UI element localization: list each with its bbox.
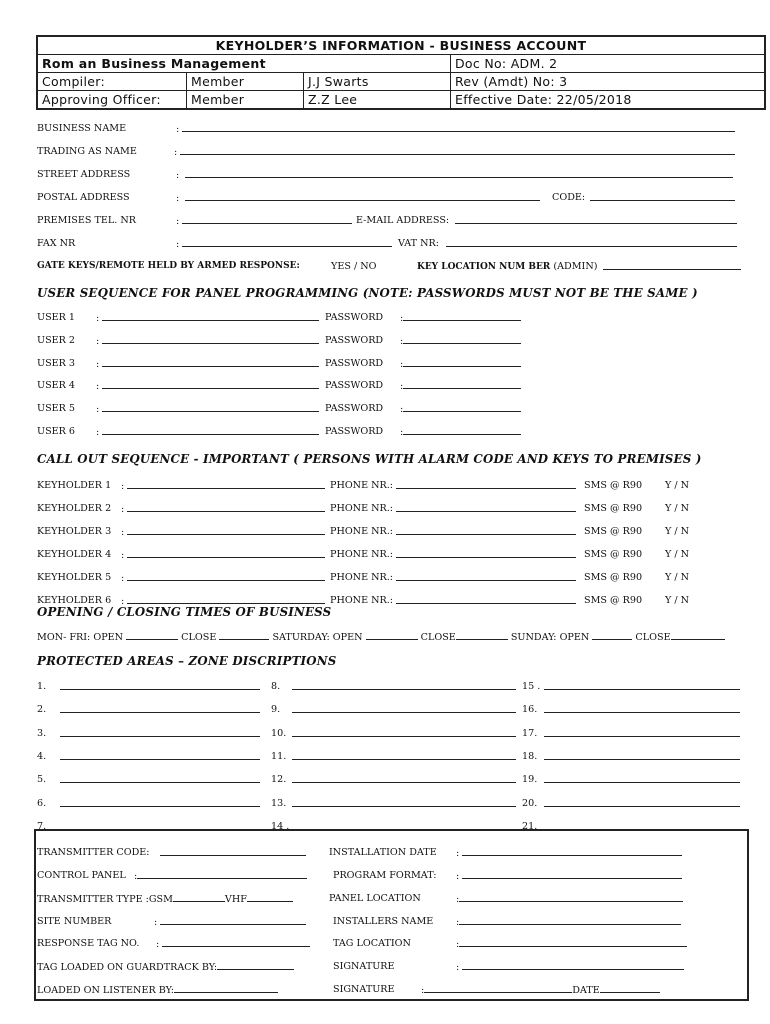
zone-number: 18. bbox=[522, 750, 538, 762]
password-field[interactable]: : bbox=[400, 380, 521, 392]
phone-label: PHONE NR.: bbox=[330, 549, 394, 560]
company-name: Rom an Business Management bbox=[37, 55, 451, 73]
revision-number: Rev (Amdt) No: 3 bbox=[451, 73, 766, 91]
keyholder-label: KEYHOLDER 4 bbox=[37, 549, 112, 560]
saturday-open-label: SATURDAY: OPEN bbox=[272, 632, 363, 643]
response-tag-label: RESPONSE TAG NO. bbox=[37, 938, 140, 949]
zone-number: 5. bbox=[37, 774, 47, 786]
zone-number: 7. bbox=[37, 820, 47, 832]
password-field[interactable]: : bbox=[400, 312, 521, 324]
transmitter-code-field[interactable] bbox=[160, 847, 306, 859]
sms-yes-no[interactable]: Y / N bbox=[665, 572, 690, 583]
signature-field-1[interactable]: : bbox=[456, 961, 684, 973]
zone-description-field[interactable] bbox=[60, 751, 260, 763]
tag-loaded-field[interactable] bbox=[217, 961, 294, 970]
zone-description-field[interactable] bbox=[544, 704, 740, 716]
street-address-label: STREET ADDRESS bbox=[37, 169, 131, 180]
phone-field[interactable] bbox=[396, 595, 576, 607]
password-label: PASSWORD bbox=[325, 357, 384, 369]
user-name-field[interactable]: : bbox=[96, 312, 319, 324]
zone-description-field[interactable] bbox=[292, 728, 516, 740]
email-label: E-MAIL ADDRESS: bbox=[356, 215, 450, 226]
phone-field[interactable] bbox=[396, 503, 576, 515]
zone-number: 8. bbox=[271, 681, 281, 692]
keyholder-name-field[interactable]: : bbox=[121, 526, 325, 538]
document-header-table bbox=[36, 35, 766, 110]
monfri-close-field[interactable] bbox=[219, 631, 269, 640]
sms-label: SMS @ R90 bbox=[584, 572, 643, 583]
tag-loaded-row bbox=[37, 961, 294, 973]
zone-number: 4. bbox=[37, 750, 47, 762]
effective-date: Effective Date: 22/05/2018 bbox=[451, 91, 766, 110]
zone-description-field[interactable] bbox=[544, 681, 740, 693]
compiler-name: J.J Swarts bbox=[304, 73, 451, 91]
phone-label: PHONE NR.: bbox=[330, 526, 394, 537]
gate-keys-options[interactable]: YES / NO bbox=[331, 261, 377, 272]
monfri-open-field[interactable] bbox=[126, 631, 178, 640]
transmitter-code-label: TRANSMITTER CODE: bbox=[37, 847, 150, 858]
sunday-open-label: SUNDAY: OPEN bbox=[510, 632, 590, 643]
vhf-field[interactable] bbox=[247, 893, 293, 902]
callout-sequence-heading: CALL OUT SEQUENCE - IMPORTANT ( PERSONS WITH ALARM CODE AND KEYS TO PREMISES ) bbox=[37, 452, 702, 466]
postal-code-field[interactable] bbox=[590, 192, 735, 204]
tag-loaded-label: TAG LOADED ON GUARDTRACK BY: bbox=[37, 962, 218, 973]
zone-number: 20. bbox=[522, 797, 538, 809]
user-label: USER 5 bbox=[37, 403, 76, 415]
user-label: USER 2 bbox=[37, 334, 76, 346]
gsm-field[interactable] bbox=[173, 893, 225, 902]
password-label: PASSWORD bbox=[325, 426, 384, 437]
zone-number: 12. bbox=[271, 774, 287, 786]
zone-description-field[interactable] bbox=[292, 751, 516, 763]
password-label: PASSWORD bbox=[325, 403, 384, 415]
loaded-listener-label: LOADED ON LISTENER BY: bbox=[37, 985, 174, 996]
sms-yes-no[interactable]: Y / N bbox=[665, 480, 690, 491]
opening-times-row bbox=[37, 631, 725, 643]
transmitter-type-row bbox=[37, 893, 293, 905]
doc-number: Doc No: ADM. 2 bbox=[451, 55, 766, 73]
password-field[interactable]: : bbox=[400, 358, 521, 370]
date-label: DATE bbox=[572, 985, 600, 996]
keyholder-label: KEYHOLDER 2 bbox=[37, 503, 112, 514]
phone-field[interactable] bbox=[396, 549, 576, 561]
business-name-field[interactable]: : bbox=[176, 123, 735, 135]
phone-field[interactable] bbox=[396, 480, 576, 492]
sms-label: SMS @ R90 bbox=[584, 526, 643, 537]
sms-label: SMS @ R90 bbox=[584, 549, 643, 560]
email-field[interactable] bbox=[455, 215, 737, 227]
sms-label: SMS @ R90 bbox=[584, 503, 643, 514]
control-panel-field[interactable]: : bbox=[134, 870, 307, 882]
compiler-label: Compiler: bbox=[37, 73, 187, 91]
zone-number: 2. bbox=[37, 704, 47, 716]
zone-description-field[interactable] bbox=[292, 798, 516, 810]
key-location-text: KEY LOCATION NUM BER bbox=[417, 262, 551, 272]
tag-location-field[interactable]: : bbox=[456, 938, 687, 950]
installers-name-label: INSTALLERS NAME bbox=[333, 916, 434, 927]
phone-field[interactable] bbox=[396, 572, 576, 584]
zone-description-field[interactable] bbox=[60, 798, 260, 810]
opening-times-heading: OPENING / CLOSING TIMES OF BUSINESS bbox=[37, 605, 332, 619]
password-field[interactable]: : bbox=[400, 403, 521, 415]
zone-number: 3. bbox=[37, 727, 47, 739]
compiler-role: Member bbox=[187, 73, 304, 91]
monfri-close-label: CLOSE bbox=[181, 632, 217, 643]
sms-yes-no[interactable]: Y / N bbox=[665, 549, 690, 560]
user-name-field[interactable]: : bbox=[96, 380, 319, 392]
password-label: PASSWORD bbox=[325, 380, 384, 392]
vhf-label: VHF bbox=[224, 894, 247, 905]
vat-field[interactable] bbox=[446, 238, 737, 250]
signature-label-1: SIGNATURE bbox=[333, 961, 395, 972]
street-address-field[interactable]: : bbox=[176, 169, 733, 181]
keyholder-name-field[interactable]: : bbox=[121, 480, 325, 492]
vat-label: VAT NR: bbox=[398, 238, 439, 249]
phone-label: PHONE NR.: bbox=[330, 572, 394, 583]
zone-number: 14 . bbox=[271, 820, 290, 832]
signature-date-row: : DATE bbox=[421, 984, 660, 996]
user-name-field[interactable]: : bbox=[96, 358, 319, 370]
sms-yes-no[interactable]: Y / N bbox=[665, 526, 690, 537]
trading-as-field[interactable]: : bbox=[174, 146, 735, 158]
signature-label-2: SIGNATURE bbox=[333, 984, 395, 995]
postal-code-label: CODE: bbox=[552, 192, 586, 203]
sms-label: SMS @ R90 bbox=[584, 595, 643, 606]
panel-location-field[interactable]: : bbox=[456, 893, 683, 905]
user-label: USER 6 bbox=[37, 426, 76, 437]
panel-location-label: PANEL LOCATION bbox=[329, 893, 421, 904]
key-location-label bbox=[417, 261, 597, 273]
zone-number: 10. bbox=[271, 727, 287, 739]
installation-date-label: INSTALLATION DATE bbox=[329, 847, 437, 858]
user-name-field[interactable]: : bbox=[96, 403, 319, 415]
site-number-field[interactable]: : bbox=[154, 916, 306, 928]
user-label: USER 4 bbox=[37, 380, 76, 392]
form-title: KEYHOLDER’S INFORMATION - BUSINESS ACCOUNT bbox=[37, 36, 765, 55]
signature-field-2[interactable] bbox=[424, 984, 572, 993]
gate-keys-label: GATE KEYS/REMOTE HELD BY ARMED RESPONSE: bbox=[37, 261, 300, 271]
zone-number: 19. bbox=[522, 774, 538, 786]
password-field[interactable]: : bbox=[400, 335, 521, 347]
premises-tel-label: PREMISES TEL. NR bbox=[37, 215, 136, 226]
sunday-close-label: CLOSE bbox=[635, 632, 671, 643]
premises-tel-field[interactable]: : bbox=[176, 215, 352, 227]
keyholder-name-field[interactable]: : bbox=[121, 595, 325, 607]
zone-number: 21. bbox=[522, 820, 538, 832]
keyholder-name-field[interactable]: : bbox=[121, 549, 325, 561]
phone-label: PHONE NR.: bbox=[330, 480, 394, 491]
zone-number: 9. bbox=[271, 704, 281, 716]
keyholder-label: KEYHOLDER 6 bbox=[37, 595, 112, 606]
zone-description-field[interactable] bbox=[544, 798, 740, 810]
zone-description-field[interactable] bbox=[292, 774, 516, 786]
loaded-listener-field[interactable] bbox=[174, 984, 278, 993]
keyholder-name-field[interactable]: : bbox=[121, 503, 325, 515]
zone-number: 16. bbox=[522, 704, 538, 716]
user-sequence-heading: USER SEQUENCE FOR PANEL PROGRAMMING (NOTE: PASSWORDS MUST NOT BE THE SAME ) bbox=[37, 286, 698, 300]
postal-address-label: POSTAL ADDRESS bbox=[37, 192, 130, 203]
saturday-close-label: CLOSE bbox=[420, 632, 456, 643]
zone-number: 1. bbox=[37, 681, 47, 692]
business-name-label: BUSINESS NAME bbox=[37, 123, 127, 134]
fax-field[interactable]: : bbox=[176, 238, 392, 250]
keyholder-label: KEYHOLDER 3 bbox=[37, 526, 112, 537]
zone-description-field[interactable] bbox=[60, 774, 260, 786]
password-field[interactable]: : bbox=[400, 426, 521, 438]
password-label: PASSWORD bbox=[325, 334, 384, 346]
zone-description-field[interactable] bbox=[544, 774, 740, 786]
zone-number: 11. bbox=[271, 750, 287, 762]
approver-label: Approving Officer: bbox=[37, 91, 187, 110]
keyholder-label: KEYHOLDER 5 bbox=[37, 572, 112, 583]
installers-name-field[interactable]: : bbox=[456, 916, 681, 928]
sms-yes-no[interactable]: Y / N bbox=[665, 503, 690, 514]
control-panel-label: CONTROL PANEL bbox=[37, 870, 126, 881]
response-tag-field[interactable]: : bbox=[156, 938, 310, 950]
tag-location-label: TAG LOCATION bbox=[333, 938, 411, 949]
user-name-field[interactable]: : bbox=[96, 426, 319, 438]
password-label: PASSWORD bbox=[325, 312, 384, 323]
date-field[interactable] bbox=[600, 984, 660, 993]
program-format-field[interactable]: : bbox=[456, 870, 682, 882]
installation-date-field[interactable]: : bbox=[456, 847, 682, 859]
site-number-label: SITE NUMBER bbox=[37, 916, 112, 927]
fax-label: FAX NR bbox=[37, 238, 76, 249]
user-name-field[interactable]: : bbox=[96, 335, 319, 347]
zone-description-field[interactable] bbox=[292, 681, 516, 693]
zone-description-field[interactable] bbox=[292, 704, 516, 716]
zone-description-field[interactable] bbox=[544, 751, 740, 763]
key-location-field[interactable] bbox=[603, 261, 741, 273]
sms-yes-no[interactable]: Y / N bbox=[665, 595, 690, 606]
program-format-label: PROGRAM FORMAT: bbox=[333, 870, 437, 881]
zone-number: 17. bbox=[522, 727, 538, 739]
sunday-open-field[interactable] bbox=[592, 631, 632, 640]
keyholder-label: KEYHOLDER 1 bbox=[37, 480, 112, 491]
saturday-close-field[interactable] bbox=[456, 631, 508, 640]
trading-as-label: TRADING AS NAME bbox=[37, 146, 137, 157]
zone-description-field[interactable] bbox=[544, 728, 740, 740]
saturday-open-field[interactable] bbox=[366, 631, 418, 640]
user-label: USER 3 bbox=[37, 357, 76, 369]
zone-number: 6. bbox=[37, 797, 47, 809]
sms-label: SMS @ R90 bbox=[584, 480, 643, 491]
key-location-suffix: (ADMIN) bbox=[553, 261, 598, 272]
approver-role: Member bbox=[187, 91, 304, 110]
approver-name: Z.Z Lee bbox=[304, 91, 451, 110]
postal-address-field[interactable]: : bbox=[176, 192, 540, 204]
zones-heading: PROTECTED AREAS – ZONE DISCRIPTIONS bbox=[37, 654, 337, 668]
zone-description-field[interactable] bbox=[60, 704, 260, 716]
zone-number: 13. bbox=[271, 797, 287, 809]
user-label: USER 1 bbox=[37, 312, 76, 323]
zone-number: 15 . bbox=[522, 681, 541, 692]
keyholder-name-field[interactable]: : bbox=[121, 572, 325, 584]
transmitter-type-label: TRANSMITTER TYPE :GSM bbox=[37, 894, 173, 905]
zone-description-field[interactable] bbox=[60, 681, 260, 693]
loaded-listener-row bbox=[37, 984, 278, 996]
zone-description-field[interactable] bbox=[60, 728, 260, 740]
sunday-close-field[interactable] bbox=[671, 631, 725, 640]
phone-label: PHONE NR.: bbox=[330, 595, 394, 606]
phone-field[interactable] bbox=[396, 526, 576, 538]
monfri-open-label: MON- FRI: OPEN bbox=[37, 632, 124, 643]
phone-label: PHONE NR.: bbox=[330, 503, 394, 514]
